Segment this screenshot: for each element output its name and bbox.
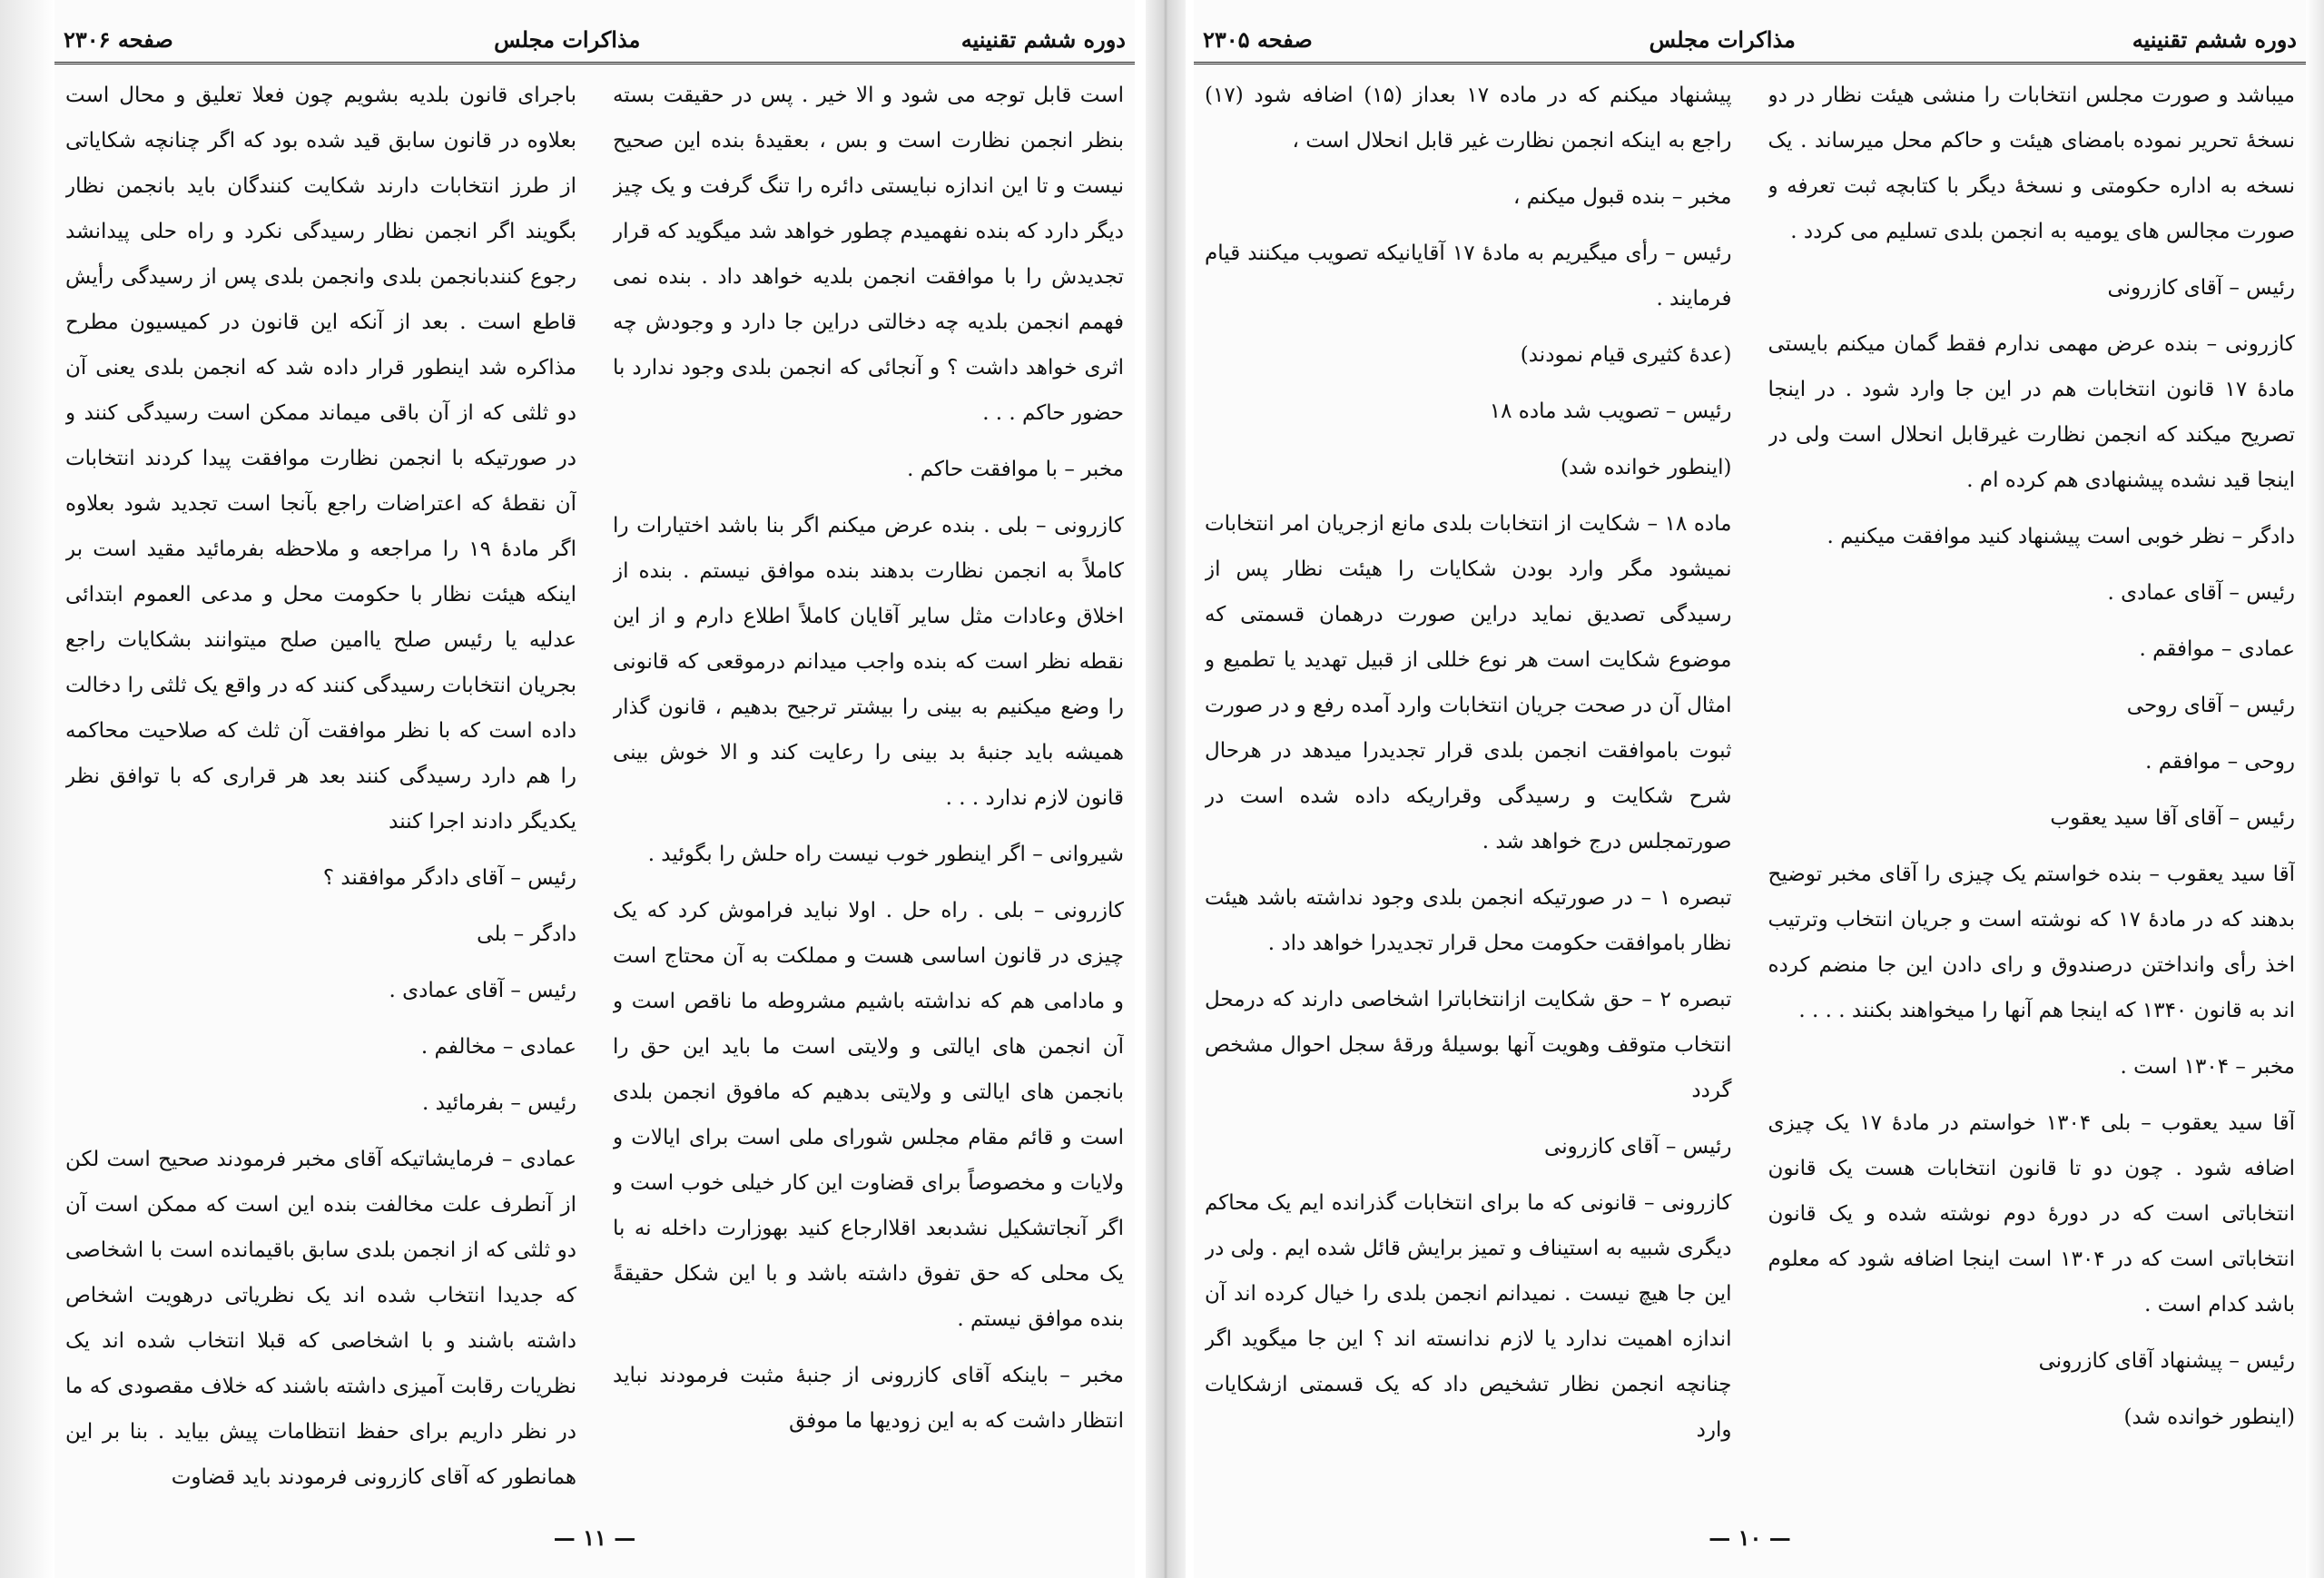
paragraph: عمادی – موافقم . (2139, 637, 2295, 661)
folio: — ۱۰ — (1709, 1524, 1791, 1551)
book-gutter (1146, 0, 1186, 1578)
paragraph: دادگر – بلی (477, 922, 576, 946)
paragraph: باجرای قانون بلدیه بشویم چون فعلا تعلیق و محال است بعلاوه در قانون سابق قید شده بود که اگر چنانچه شکایاتی از طرز انتخابات دارند شکایت کنندگان باید بانجمن نظار بگویند اگر انجمن نظار رسیدگی نکرد و راه حلی پیدانشد رجوع کنندبانجمن بلدی وانجمن بلدی پس از رسیدگی رأیش قاطع است . بعد از آنکه این قانون در کمیسیون مطرح مذاکره شد اینطور قرار داده شد که انجمن بلدی یعنی آن دو ثلثی که از آن باقی میماند ممکن است رسیدگی کنند و در صورتیکه با انجمن نظارت موافقت پیدا کردند انتخابات آن نقطهٔ که اعتراضات راجع بآنجا است تجدید شود بعلاوه اگر مادهٔ ۱۹ را مراجعه و ملاحظه بفرمائید مقید است بر اینکه هیئت نظار با حکومت محل و مدعی العموم ابتدائی عدلیه یا رئیس صلح یاامین صلح میتوانند بشکایات راجع بجریان انتخابات رسیدگی کنند که در واقع یک ثلثی را دخالت داده است که با نظر موافقت آن ثلث که صلاحیت محاکمه را هم دارد رسیدگی کنند بعد هر قراری که با توافق نظر یکدیگر دادند اجرا کنند (65, 84, 576, 833)
page-title: مذاکرات مجلس (1649, 25, 1796, 53)
paragraph: رئیس – رأی میگیریم به مادهٔ ۱۷ آقایانیکه تصویب میکنند قیام فرمایند . (1205, 242, 1732, 311)
page-title: مذاکرات مجلس (494, 25, 641, 53)
paragraph: پیشنهاد میکنم که در ماده ۱۷ بعداز (۱۵) اضافه شود (۱۷) راجع به اینکه انجمن نظارت غیر قابل انحلال است ، (1205, 84, 1732, 153)
paragraph: کازرونی – بلی . راه حل . اولا نباید فراموش کرد که یک چیزی در قانون اساسی هست و مملکت به آن محتاج است و مادامی هم که نداشته باشیم مشروطه ما ناقص است و آن انجمن های ایالتی و ولایتی است ما باید این حق را بانجمن های ایالتی و ولایتی بدهیم که مافوق انجمن بلدی است و قائم مقام مجلس شورای ملی است برای ایالات و ولایات و مخصوصاً برای قضاوت این کار خیلی خوب است و اگر آنجاتشکیل نشدبعد اقلاارجاع کنید بهوزارت داخله نه با یک محلی که حق تفوق داشته باشد و با این شکل حقیقةً بنده موافق نیستم . (613, 899, 1124, 1331)
page-edge-shadow (0, 0, 54, 1578)
paragraph: رئیس – تصویب شد ماده ۱۸ (1489, 399, 1732, 423)
paragraph: رئیس – آقای آقا سید یعقوب (2050, 806, 2295, 830)
paragraph: میباشد و صورت مجلس انتخابات را منشی هیئت نظار در دو نسخهٔ تحریر نموده بامضای هیئت و حاکم محل میرساند . یک نسخه به اداره حکومتی و نسخهٔ دیگر با کتابچه ثبت تعرفه و صورت مجالس های یومیه به انجمن بلدی تسلیم می کردد . (1768, 84, 2295, 243)
session-label: دوره ششم تقنینیه (960, 25, 1126, 53)
paragraph: مخبر – با موافقت حاکم . (907, 458, 1124, 481)
paragraph: عمادی – فرمایشاتیکه آقای مخبر فرمودند صحیح است لکن از آنطرف علت مخالفت بنده این است که ممکن است آن دو ثلثی که از انجمن بلدی سابق باقیمانده است با اشخاصی که جدیدا انتخاب شده اند یک نظریاتی درهویت اشخاص داشته باشند و با اشخاصی که قبلا انتخاب شده اند یک نظریات رقابت آمیزی داشته باشند که خلاف مقصودی که ما در نظر داریم برای حفظ انتظامات پیش بیاید . بنا بر این همانطور که آقای کازرونی فرمودند باید قضاوت (65, 1148, 576, 1489)
paragraph: رئیس – بفرمائید . (422, 1091, 576, 1115)
paragraph: مخبر – ۱۳۰۴ است . (2120, 1055, 2295, 1079)
right-page (1194, 0, 2306, 1578)
folio: — ۱۱ — (553, 1524, 636, 1551)
page-number: صفحه ۲۳۰۶ (64, 25, 173, 53)
paragraph: روحی – موافقم . (2145, 750, 2295, 774)
column-right (613, 73, 1124, 1514)
paragraph: رئیس – آقای روحی (2126, 694, 2295, 717)
paragraph: مخبر – باینکه آقای کازرونی از جنبهٔ مثبت فرمودند نباید انتظار داشت که به این زودیها ما موفق (613, 1364, 1124, 1433)
paragraph: تبصره ۱ – در صورتیکه انجمن بلدی وجود نداشته باشد هیئت نظار باموافقت حکومت محل قرار تجدیدرا خواهد داد . (1205, 886, 1732, 955)
paragraph: رئیس – آقای دادگر موافقند ؟ (322, 866, 576, 890)
paragraph: تبصره ۲ – حق شکایت ازانتخاباترا اشخاصی دارند که درمحل انتخاب متوقف وهویت آنها بوسیلهٔ ورقهٔ سجل احوال مشخص گردد (1205, 988, 1732, 1102)
page-number: صفحه ۲۳۰۵ (1203, 25, 1313, 53)
session-label: دوره ششم تقنینیه (2132, 25, 2297, 53)
text-columns (1194, 73, 2306, 1514)
page-header (54, 16, 1135, 64)
paragraph: کازرونی – قانونی که ما برای انتخابات گذرانده ایم یک محاکم دیگری شبیه به استیناف و تمیز برایش قائل شده ایم . ولی در این جا هیچ نیست . نمیدانم انجمن بلدی را خیال کرده اند آن اندازه اهمیت ندارد یا لازم ندانسته اند ؟ این جا میگوید اگر چنانچه انجمن نظار تشخیص داد که یک قسمتی ازشکایات وارد (1205, 1191, 1732, 1442)
left-page (54, 0, 1135, 1578)
page-header (1194, 16, 2306, 64)
column-left (65, 73, 576, 1514)
paragraph: رئیس – آقای عمادی . (389, 979, 576, 1002)
paragraph: رئیس – آقای عمادی . (2107, 581, 2295, 605)
paragraph: (اینطور خوانده شد) (1560, 456, 1732, 479)
paragraph: شیروانی – اگر اینطور خوب نیست راه حلش را بگوئید . (647, 843, 1124, 866)
paragraph: (اینطور خوانده شد) (2123, 1405, 2295, 1429)
column-right (1768, 73, 2296, 1514)
paragraph: (عدهٔ کثیری قیام نمودند) (1520, 343, 1732, 367)
paragraph: کازرونی – بلی . بنده عرض میکنم اگر بنا باشد اختیارات را کاملاً به انجمن نظارت بدهند بنده موافق نیستم . بنده از اخلاق وعادات مثل سایر آقایان کاملاً اطلاع دارم و از این نقطه نظر است که بنده واجب میدانم درموقعی که قانونی را وضع میکنیم به بینی را بیشتر ترجیح بدهیم ، قانون گذار همیشه باید جنبهٔ بد بینی را رعایت کند و الا خوش بینی قانون لازم ندارد . . . (613, 514, 1124, 810)
paragraph: است قابل توجه می شود و الا خیر . پس در حقیقت بسته بنظر انجمن نظارت است و بس ، بعقیدهٔ بنده این صحیح نیست و تا این اندازه نبایستی دائره را تنگ گرفت و یک چیز دیگر دارد که بنده نفهمیدم چطور خواهد شد میگوید که قرار تجدیدش را با موافقت انجمن بلدیه خواهد داد . بنده نمی فهمم انجمن بلدیه چه دخالتی دراین جا دارد و وجودش چه اثری خواهد داشت ؟ و آنجائی که انجمن بلدی وجود ندارد با حضور حاکم . . . (613, 84, 1124, 425)
paragraph: رئیس – آقای کازرونی (1544, 1135, 1732, 1159)
page-edge-shadow (2306, 0, 2324, 1578)
paragraph: عمادی – مخالفم . (420, 1035, 576, 1059)
column-left (1205, 73, 1732, 1514)
paragraph: آقا سید یعقوب – بنده خواستم یک چیزی را آقای مخبر توضیح بدهند که در مادهٔ ۱۷ که نوشته است و جریان انتخاب وترتیب اخذ رأی وانداختن درصندوق و رای دادن این جا منضم کرده اند به قانون ۱۳۴۰ که اینجا هم آنها را میخواهند بکنند . . . . (1768, 863, 2295, 1022)
paragraph: آقا سید یعقوب – بلی ۱۳۰۴ خواستم در مادهٔ ۱۷ یک چیزی اضافه شود . چون دو تا قانون انتخابات هست یک قانون انتخاباتی است که در دورهٔ دوم نوشته شده و یک قانون انتخاباتی است که در ۱۳۰۴ است اینجا اضافه شود که معلوم باشد کدام است . (1768, 1111, 2295, 1317)
paragraph: رئیس – پیشنهاد آقای کازرونی (2038, 1349, 2295, 1373)
paragraph: رئیس – آقای کازرونی (2107, 276, 2295, 300)
text-columns (54, 73, 1135, 1514)
paragraph: کازرونی – بنده عرض مهمی ندارم فقط گمان میکنم بایستی مادهٔ ۱۷ قانون انتخابات هم در این جا وارد شود . در اینجا تصریح میکند که انجمن نظارت غیرقابل انحلال است ولی در اینجا قید نشده پیشنهادی هم کرده ام . (1768, 332, 2295, 492)
paragraph: ماده ۱۸ – شکایت از انتخابات بلدی مانع ازجریان امر انتخابات نمیشود مگر وارد بودن شکایات را هیئت نظار پس از رسیدگی تصدیق نماید دراین صورت درهمان قسمتی که موضوع شکایت است هر نوع خللی از قبیل تهدید یا تطمیع و امثال آن در صحت جریان انتخابات وارد آمده رفع و در صورت ثبوت باموافقت انجمن بلدی قرار تجدیدرا میدهد در هرحال شرح شکایت و رسیدگی وقراریکه داده شده است در صورتمجلس درج خواهد شد . (1205, 512, 1732, 853)
paragraph: دادگر – نظر خوبی است پیشنهاد کنید موافقت میکنیم . (1827, 525, 2295, 548)
paragraph: مخبر – بنده قبول میکنم ، (1513, 185, 1732, 209)
